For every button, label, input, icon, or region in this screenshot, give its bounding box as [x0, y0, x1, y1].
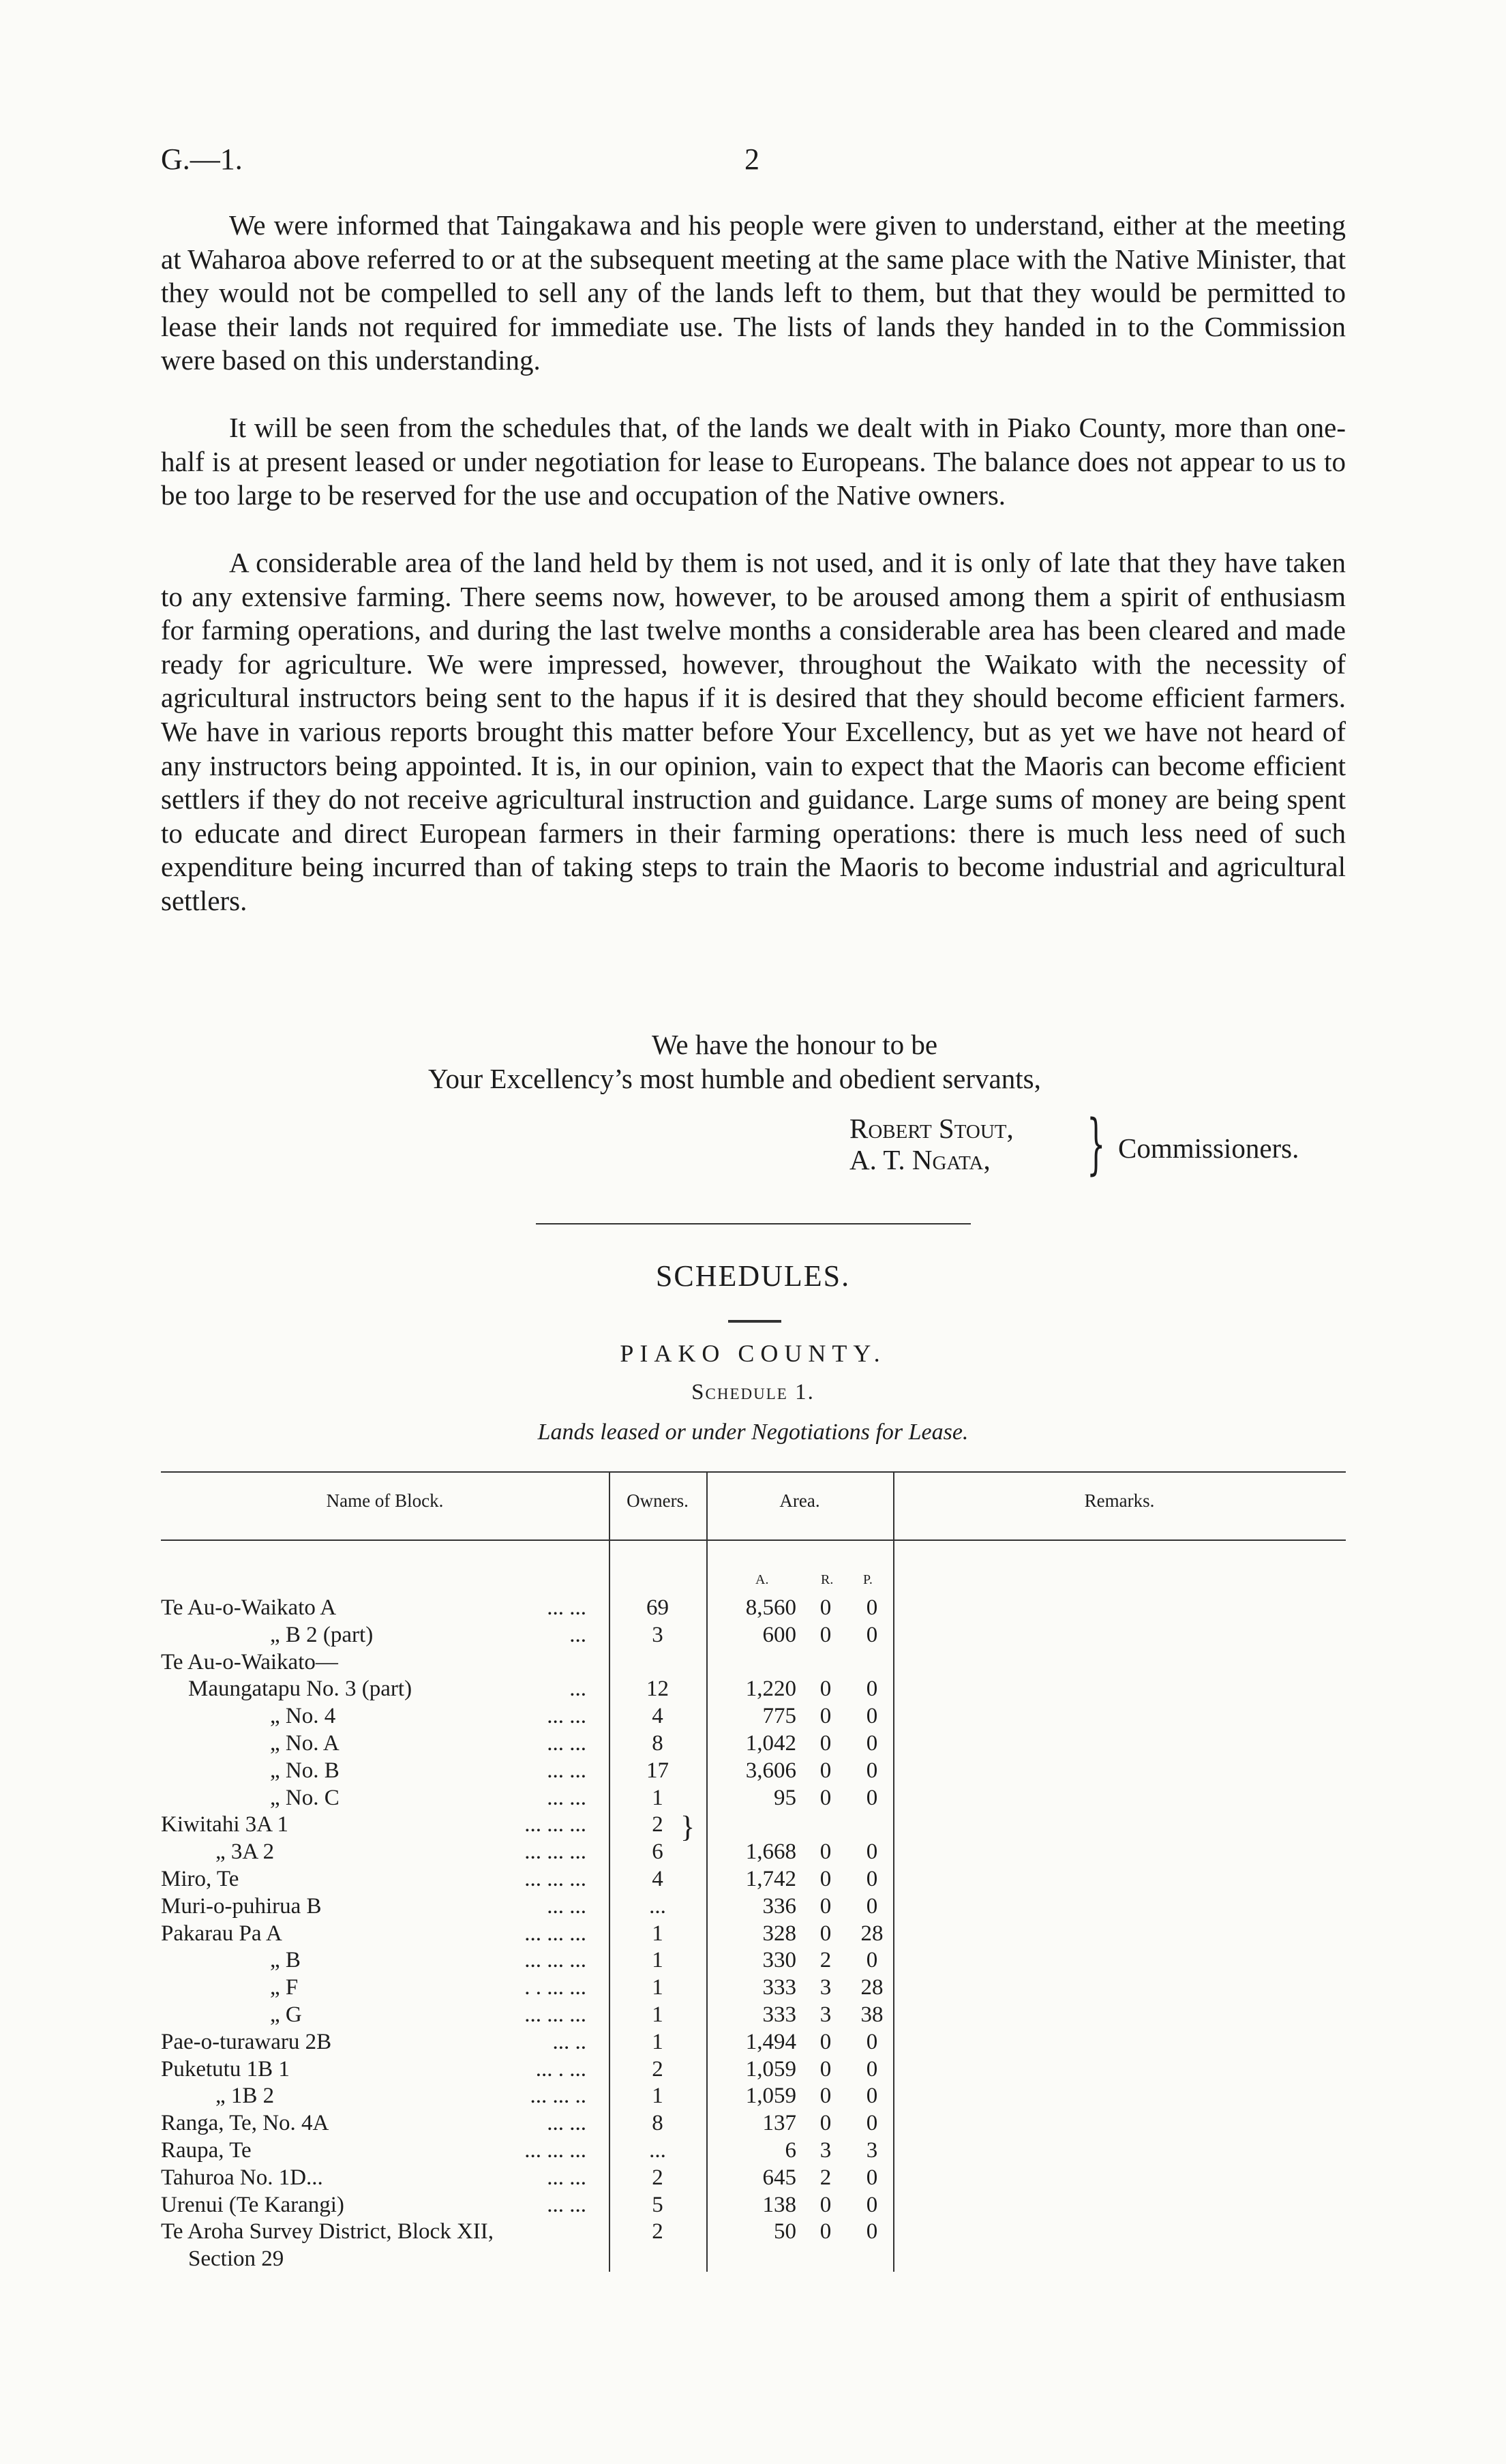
area-acres: 95: [774, 1785, 796, 1810]
area-perches: 28: [860, 1975, 884, 2000]
leader-dots: ... ...: [547, 1595, 586, 1620]
block-name: Pakarau Pa A: [161, 1921, 282, 1946]
area-perches: 0: [866, 1731, 878, 1756]
area-acres: 1,220: [745, 1677, 796, 1702]
area-perches: 0: [866, 1758, 878, 1783]
leader-dots: ... ... ...: [524, 1867, 586, 1891]
block-name: „ 3A 2: [215, 1839, 275, 1865]
unit-roods: R.: [821, 1572, 834, 1587]
owners-count: 2: [652, 2056, 663, 2082]
area-perches: 0: [866, 1867, 878, 1891]
leader-dots: ... ... ..: [530, 2084, 586, 2109]
leader-dots: . . ... ...: [524, 1975, 586, 2000]
block-name: Muri-o-puhirua B: [161, 1893, 322, 1919]
area-acres: 1,059: [745, 2056, 796, 2082]
area-roods: 3: [819, 2002, 832, 2027]
leader-dots: ... ... ...: [524, 1812, 586, 1837]
block-name: Te Aroha Survey District, Block XII,: [161, 2219, 494, 2244]
block-name: „ 1B 2: [215, 2084, 275, 2109]
area-perches: 0: [866, 2165, 878, 2190]
area-acres: 330: [762, 1948, 796, 1973]
area-roods: 0: [819, 1731, 832, 1756]
owners-count: 1: [652, 1975, 663, 2000]
block-name: Te Au-o-Waikato—: [161, 1649, 338, 1674]
area-perches: 0: [866, 2219, 878, 2244]
area-acres: 333: [762, 2002, 796, 2027]
area-roods: 0: [819, 2056, 832, 2082]
area-perches: 0: [866, 1622, 878, 1647]
column-divider: [893, 1473, 894, 2272]
area-perches: 0: [866, 2029, 878, 2054]
area-perches: 0: [866, 2192, 878, 2217]
owners-count: 6: [652, 1839, 663, 1865]
area-acres: 775: [762, 1704, 796, 1729]
block-name: Section 29: [188, 2247, 284, 2272]
document-code: G.—1.: [161, 142, 243, 176]
table-top-rule: [161, 1471, 1346, 1473]
area-acres: 137: [762, 2111, 796, 2136]
closing-line-2: Your Excellency’s most humble and obedient servants,: [428, 1063, 1041, 1094]
paragraph-1: We were informed that Taingakawa and his people were given to understand, either at the meeting at Waharoa above referred to or at the subsequent meeting at the same place with the Native Minister, that they would not be compelled to sell any of the lands left to them, but that they would be permitted to lease their lands not required for immediate use. The lists of lands they handed in to the Commission were based on this understanding.: [161, 209, 1346, 376]
signatory-role: Commissioners.: [1118, 1132, 1299, 1164]
area-perches: 28: [860, 1921, 884, 1946]
block-name: Te Au-o-Waikato A: [161, 1595, 337, 1620]
block-name: „ G: [270, 2002, 302, 2027]
area-acres: 138: [762, 2192, 796, 2217]
area-roods: 0: [819, 1758, 832, 1783]
block-name: „ No. 4: [270, 1704, 336, 1729]
block-name: Kiwitahi 3A 1: [161, 1812, 288, 1837]
owners-count: 2: [652, 1812, 663, 1837]
area-perches: 38: [860, 2002, 884, 2027]
block-name: Urenui (Te Karangi): [161, 2192, 344, 2217]
area-perches: 0: [866, 2056, 878, 2082]
area-roods: 0: [819, 2219, 832, 2244]
leader-dots: ... ...: [547, 1893, 586, 1919]
block-name: Miro, Te: [161, 1867, 239, 1891]
title-underline: [728, 1320, 781, 1323]
owners-count: 5: [652, 2192, 663, 2217]
kiwitahi-bracket-icon: }: [680, 1810, 695, 1844]
schedules-title: SCHEDULES.: [655, 1259, 851, 1293]
owners-count: 8: [652, 2111, 663, 2136]
area-acres: 50: [774, 2219, 796, 2244]
area-roods: 0: [819, 1839, 832, 1865]
block-name: „ No. A: [270, 1731, 340, 1756]
area-perches: 0: [866, 1677, 878, 1702]
schedule-label: Schedule 1.: [691, 1380, 815, 1404]
area-roods: 0: [819, 1595, 832, 1620]
owners-count: 69: [646, 1595, 669, 1620]
owners-count: 4: [652, 1867, 663, 1891]
area-perches: 0: [866, 1595, 878, 1620]
leader-dots: ... ... ...: [524, 1948, 586, 1973]
owners-count: 8: [652, 1731, 663, 1756]
area-roods: 0: [819, 2029, 832, 2054]
block-name: Pae-o-turawaru 2B: [161, 2029, 332, 2054]
area-perches: 3: [866, 2138, 878, 2163]
block-name: Tahuroa No. 1D...: [161, 2165, 323, 2190]
area-perches: 0: [866, 1785, 878, 1810]
owners-count: ...: [649, 1893, 666, 1919]
owners-count: 17: [646, 1758, 669, 1783]
signatory-1: Robert Stout,: [849, 1113, 1014, 1144]
owners-count: ...: [649, 2138, 666, 2163]
area-acres: 1,494: [745, 2029, 796, 2054]
table-header-rule: [161, 1539, 1346, 1541]
area-acres: 600: [762, 1622, 796, 1647]
area-acres: 1,042: [745, 1731, 796, 1756]
page-number: 2: [744, 142, 759, 176]
paragraph-3: A considerable area of the land held by them is not used, and it is only of late that they have taken to any extensive farming. There seems now, however, to be aroused among them a spirit of enthusiasm for farming operations, and during the last twelve months a considerable area has been cleared and made ready for agriculture. We were impressed, however, throughout the Waikato with the necessity of agricultural instructors being sent to the hapus if it is desired that they should become efficient farmers. We have in various reports brought this matter before Your Excellency, but as yet we have not heard of any instructors being appointed. It is, in our opinion, vain to expect that the Maoris can become efficient settlers if they do not receive agricultural instruction and guidance. Large sums of money are being spent to educate and direct European farmers in their farming operations: there is much less need of such expenditure being incurred than of taking steps to train the Maoris to become industrial and agricultural settlers.: [161, 547, 1346, 916]
closing-line-1: We have the honour to be: [652, 1029, 938, 1060]
area-roods: 0: [819, 1867, 832, 1891]
owners-count: 2: [652, 2165, 663, 2190]
area-acres: 645: [762, 2165, 796, 2190]
area-perches: 0: [866, 2111, 878, 2136]
leader-dots: ... ...: [547, 1731, 586, 1756]
column-header-remarks: Remarks.: [1084, 1490, 1155, 1511]
unit-perches: P.: [863, 1572, 873, 1587]
owners-count: 2: [652, 2219, 663, 2244]
area-acres: 1,742: [745, 1867, 796, 1891]
owners-count: 1: [652, 1785, 663, 1810]
area-roods: 0: [819, 2111, 832, 2136]
column-header-owners: Owners.: [627, 1490, 689, 1511]
paragraph-2: It will be seen from the schedules that, of the lands we dealt with in Piako County, more than one-half is at present leased or under negotiation for lease to Europeans. The balance does not appear to us to be too large to be reserved for the use and occupation of the Native owners.: [161, 412, 1346, 511]
area-perches: 0: [866, 1704, 878, 1729]
leader-dots: ... . ...: [535, 2056, 586, 2082]
owners-count: 1: [652, 2002, 663, 2027]
area-roods: 2: [819, 1948, 832, 1973]
area-roods: 0: [819, 1921, 832, 1946]
owners-count: 1: [652, 1921, 663, 1946]
owners-count: 4: [652, 1704, 663, 1729]
area-perches: 0: [866, 1893, 878, 1919]
area-roods: 2: [819, 2165, 832, 2190]
leader-dots: ... ...: [547, 2192, 586, 2217]
block-name: „ F: [270, 1975, 299, 2000]
column-header-area: Area.: [779, 1490, 820, 1511]
owners-count: 1: [652, 2029, 663, 2054]
area-roods: 0: [819, 2192, 832, 2217]
area-roods: 0: [819, 1622, 832, 1647]
owners-count: 3: [652, 1622, 663, 1647]
owners-count: 1: [652, 2084, 663, 2109]
leader-dots: ... ...: [547, 1785, 586, 1810]
area-roods: 0: [819, 1785, 832, 1810]
leader-dots: ... ... ...: [524, 1921, 586, 1946]
area-roods: 3: [819, 2138, 832, 2163]
block-name: „ No. C: [270, 1785, 340, 1810]
leader-dots: ...: [569, 1677, 586, 1702]
area-perches: 0: [866, 1839, 878, 1865]
block-name: Raupa, Te: [161, 2138, 252, 2163]
block-name: Ranga, Te, No. 4A: [161, 2111, 329, 2136]
block-name: „ B 2 (part): [270, 1622, 374, 1647]
leader-dots: ... ... ...: [524, 2138, 586, 2163]
area-roods: 0: [819, 1704, 832, 1729]
signatory-2: A. T. Ngata,: [849, 1144, 991, 1175]
block-name: „ No. B: [270, 1758, 340, 1783]
area-perches: 0: [866, 2084, 878, 2109]
section-divider: [536, 1223, 971, 1225]
owners-count: 1: [652, 1948, 663, 1973]
area-roods: 0: [819, 2084, 832, 2109]
leader-dots: ... ...: [547, 2165, 586, 2190]
leader-dots: ...: [569, 1622, 586, 1647]
leader-dots: ... ...: [547, 1758, 586, 1783]
area-acres: 8,560: [745, 1595, 796, 1620]
area-roods: 3: [819, 1975, 832, 2000]
area-roods: 0: [819, 1893, 832, 1919]
unit-acres: A.: [755, 1572, 769, 1587]
leader-dots: ... ... ...: [524, 1839, 586, 1865]
column-header-name: Name of Block.: [326, 1490, 444, 1511]
leader-dots: ... ...: [547, 1704, 586, 1729]
schedule-subtitle: Lands leased or under Negotiations for Lease.: [537, 1419, 969, 1445]
area-perches: 0: [866, 1948, 878, 1973]
area-acres: 1,059: [745, 2084, 796, 2109]
brace-icon: }: [1087, 1106, 1106, 1182]
area-acres: 6: [785, 2138, 796, 2163]
area-acres: 328: [762, 1921, 796, 1946]
block-name: „ B: [270, 1948, 301, 1973]
leader-dots: ... ..: [552, 2029, 586, 2054]
owners-count: 12: [646, 1677, 669, 1702]
leader-dots: ... ...: [547, 2111, 586, 2136]
area-acres: 336: [762, 1893, 796, 1919]
area-acres: 3,606: [745, 1758, 796, 1783]
block-name: Puketutu 1B 1: [161, 2056, 290, 2082]
area-roods: 0: [819, 1677, 832, 1702]
leader-dots: ... ... ...: [524, 2002, 586, 2027]
area-acres: 1,668: [745, 1839, 796, 1865]
block-name: Maungatapu No. 3 (part): [188, 1677, 412, 1702]
county-heading: PIAKO COUNTY.: [620, 1340, 886, 1367]
area-acres: 333: [762, 1975, 796, 2000]
